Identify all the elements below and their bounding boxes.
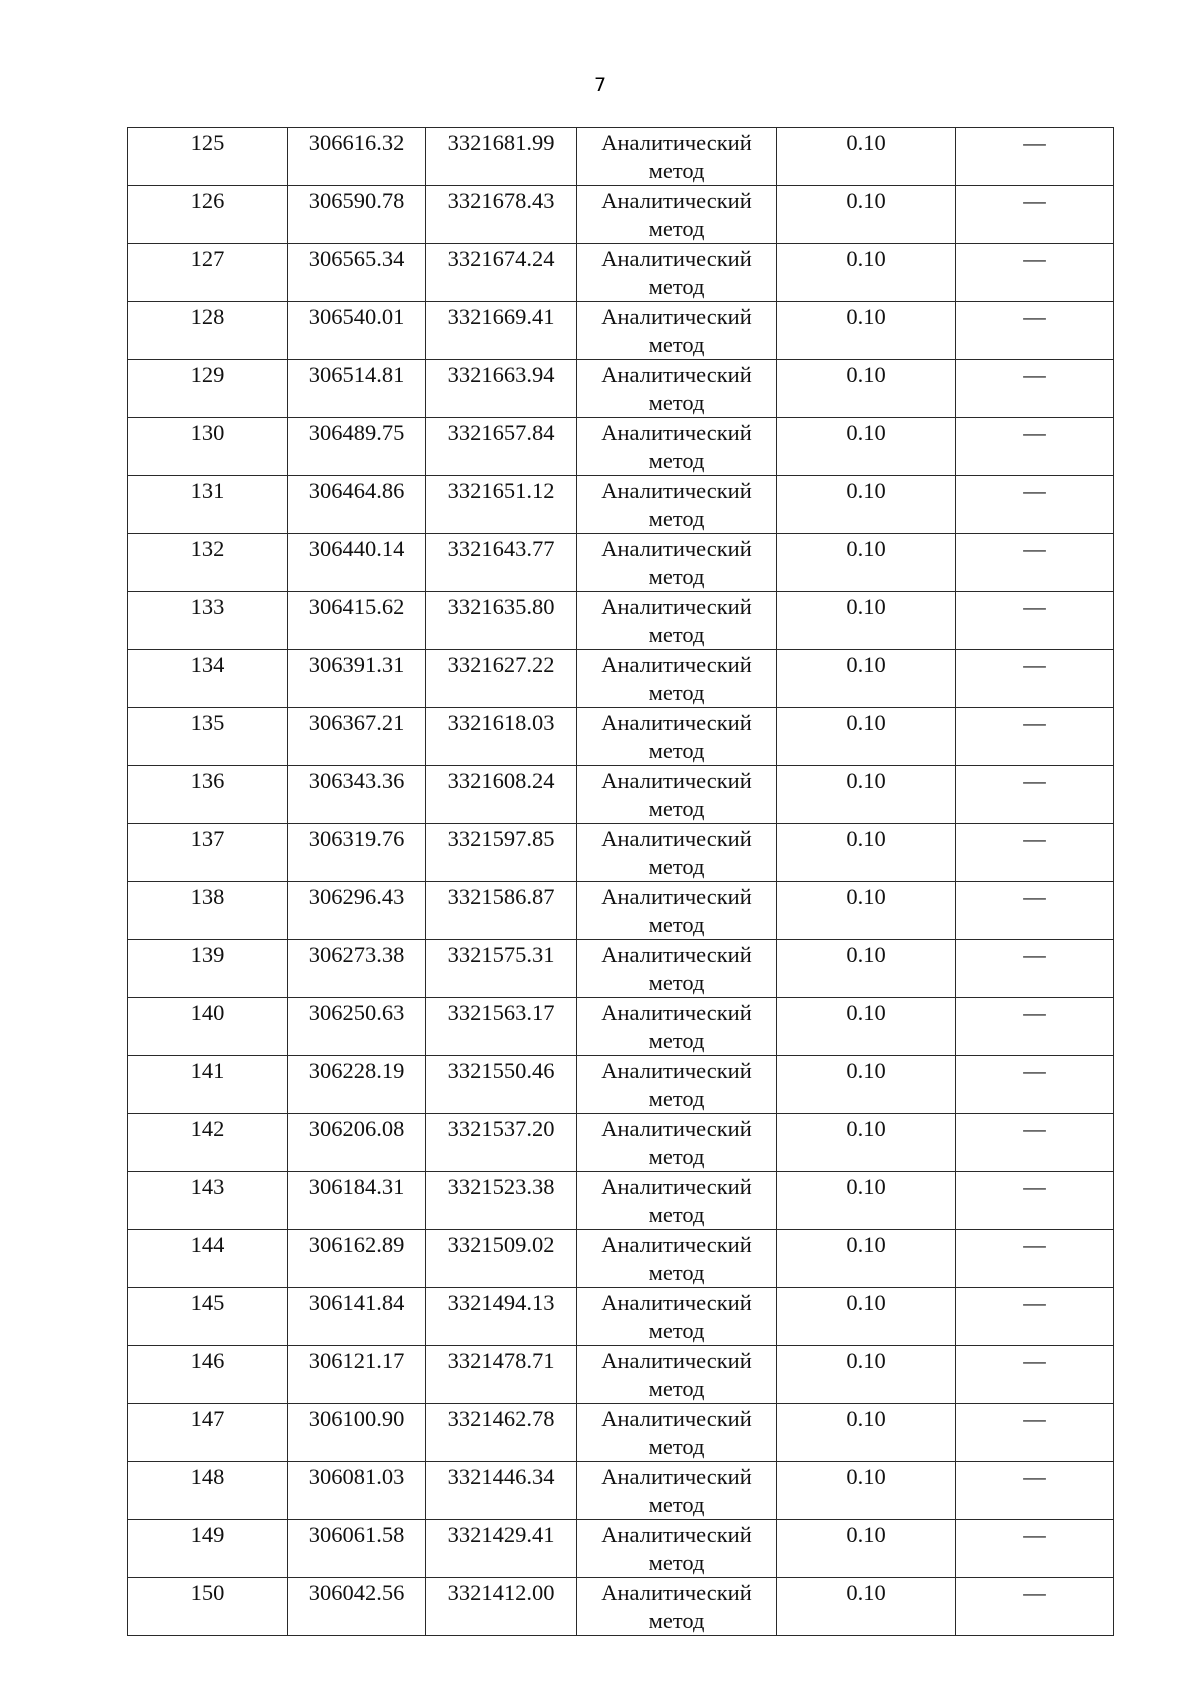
table-row [128, 186, 1114, 244]
point-number-cell: 136 [128, 766, 288, 824]
accuracy-cell: 0.10 [777, 476, 956, 534]
accuracy-cell: 0.10 [777, 940, 956, 998]
note-cell: — [956, 824, 1114, 882]
point-number-cell: 129 [128, 360, 288, 418]
point-number-cell: 130 [128, 418, 288, 476]
accuracy-cell: 0.10 [777, 824, 956, 882]
method-cell: Аналитический метод [577, 592, 777, 650]
coordinate-y-cell: 3321494.13 [426, 1288, 577, 1346]
note-cell: — [956, 1346, 1114, 1404]
coordinate-y-cell: 3321669.41 [426, 302, 577, 360]
point-number-cell: 148 [128, 1462, 288, 1520]
note-cell: — [956, 1520, 1114, 1578]
accuracy-cell: 0.10 [777, 882, 956, 940]
method-cell: Аналитический метод [577, 708, 777, 766]
coordinate-x-cell: 306121.17 [288, 1346, 426, 1404]
accuracy-cell: 0.10 [777, 708, 956, 766]
coordinate-y-cell: 3321643.77 [426, 534, 577, 592]
accuracy-cell: 0.10 [777, 592, 956, 650]
method-cell: Аналитический метод [577, 1172, 777, 1230]
table-row [128, 1230, 1114, 1288]
table-row [128, 650, 1114, 708]
table-row [128, 1462, 1114, 1520]
table-row [128, 766, 1114, 824]
point-number-cell: 146 [128, 1346, 288, 1404]
point-number-cell: 132 [128, 534, 288, 592]
coordinate-x-cell: 306565.34 [288, 244, 426, 302]
point-number-cell: 127 [128, 244, 288, 302]
coordinate-y-cell: 3321462.78 [426, 1404, 577, 1462]
note-cell: — [956, 1172, 1114, 1230]
table-row [128, 534, 1114, 592]
point-number-cell: 125 [128, 128, 288, 186]
table-row [128, 418, 1114, 476]
method-cell: Аналитический метод [577, 534, 777, 592]
accuracy-cell: 0.10 [777, 360, 956, 418]
coordinate-y-cell: 3321509.02 [426, 1230, 577, 1288]
note-cell: — [956, 360, 1114, 418]
method-cell: Аналитический метод [577, 650, 777, 708]
coordinate-y-cell: 3321575.31 [426, 940, 577, 998]
coordinates-table [127, 127, 1114, 1636]
point-number-cell: 141 [128, 1056, 288, 1114]
point-number-cell: 145 [128, 1288, 288, 1346]
method-cell: Аналитический метод [577, 1056, 777, 1114]
point-number-cell: 143 [128, 1172, 288, 1230]
table-row [128, 998, 1114, 1056]
note-cell: — [956, 1056, 1114, 1114]
table-row [128, 592, 1114, 650]
accuracy-cell: 0.10 [777, 186, 956, 244]
point-number-cell: 140 [128, 998, 288, 1056]
coordinate-x-cell: 306206.08 [288, 1114, 426, 1172]
table-row [128, 128, 1114, 186]
coordinate-y-cell: 3321478.71 [426, 1346, 577, 1404]
accuracy-cell: 0.10 [777, 998, 956, 1056]
note-cell: — [956, 1462, 1114, 1520]
accuracy-cell: 0.10 [777, 1056, 956, 1114]
table-row [128, 1404, 1114, 1462]
note-cell: — [956, 1578, 1114, 1636]
method-cell: Аналитический метод [577, 128, 777, 186]
accuracy-cell: 0.10 [777, 650, 956, 708]
coordinate-y-cell: 3321678.43 [426, 186, 577, 244]
coordinate-y-cell: 3321597.85 [426, 824, 577, 882]
table-row [128, 476, 1114, 534]
method-cell: Аналитический метод [577, 302, 777, 360]
method-cell: Аналитический метод [577, 1114, 777, 1172]
accuracy-cell: 0.10 [777, 302, 956, 360]
point-number-cell: 126 [128, 186, 288, 244]
coordinate-y-cell: 3321651.12 [426, 476, 577, 534]
coordinate-y-cell: 3321663.94 [426, 360, 577, 418]
method-cell: Аналитический метод [577, 1230, 777, 1288]
coordinate-x-cell: 306514.81 [288, 360, 426, 418]
note-cell: — [956, 998, 1114, 1056]
note-cell: — [956, 766, 1114, 824]
coordinate-y-cell: 3321563.17 [426, 998, 577, 1056]
note-cell: — [956, 418, 1114, 476]
accuracy-cell: 0.10 [777, 534, 956, 592]
method-cell: Аналитический метод [577, 1520, 777, 1578]
method-cell: Аналитический метод [577, 418, 777, 476]
point-number-cell: 131 [128, 476, 288, 534]
coordinate-y-cell: 3321523.38 [426, 1172, 577, 1230]
table-row [128, 1056, 1114, 1114]
coordinate-x-cell: 306391.31 [288, 650, 426, 708]
point-number-cell: 138 [128, 882, 288, 940]
note-cell: — [956, 940, 1114, 998]
coordinate-y-cell: 3321657.84 [426, 418, 577, 476]
coordinate-x-cell: 306273.38 [288, 940, 426, 998]
note-cell: — [956, 186, 1114, 244]
coordinate-x-cell: 306042.56 [288, 1578, 426, 1636]
coordinate-x-cell: 306590.78 [288, 186, 426, 244]
note-cell: — [956, 1114, 1114, 1172]
coordinate-y-cell: 3321429.41 [426, 1520, 577, 1578]
coordinate-x-cell: 306162.89 [288, 1230, 426, 1288]
method-cell: Аналитический метод [577, 1404, 777, 1462]
method-cell: Аналитический метод [577, 940, 777, 998]
method-cell: Аналитический метод [577, 186, 777, 244]
method-cell: Аналитический метод [577, 882, 777, 940]
table-row [128, 1346, 1114, 1404]
coordinate-x-cell: 306540.01 [288, 302, 426, 360]
coordinate-x-cell: 306367.21 [288, 708, 426, 766]
point-number-cell: 147 [128, 1404, 288, 1462]
note-cell: — [956, 650, 1114, 708]
accuracy-cell: 0.10 [777, 1288, 956, 1346]
method-cell: Аналитический метод [577, 824, 777, 882]
accuracy-cell: 0.10 [777, 1404, 956, 1462]
note-cell: — [956, 1288, 1114, 1346]
coordinate-x-cell: 306228.19 [288, 1056, 426, 1114]
coordinate-x-cell: 306296.43 [288, 882, 426, 940]
table-row [128, 1288, 1114, 1346]
method-cell: Аналитический метод [577, 1288, 777, 1346]
table-row [128, 940, 1114, 998]
accuracy-cell: 0.10 [777, 1346, 956, 1404]
coordinate-x-cell: 306415.62 [288, 592, 426, 650]
coordinate-x-cell: 306464.86 [288, 476, 426, 534]
note-cell: — [956, 1230, 1114, 1288]
accuracy-cell: 0.10 [777, 1578, 956, 1636]
method-cell: Аналитический метод [577, 1578, 777, 1636]
coordinate-y-cell: 3321412.00 [426, 1578, 577, 1636]
coordinate-x-cell: 306343.36 [288, 766, 426, 824]
accuracy-cell: 0.10 [777, 128, 956, 186]
coordinate-x-cell: 306440.14 [288, 534, 426, 592]
accuracy-cell: 0.10 [777, 1114, 956, 1172]
coordinate-x-cell: 306319.76 [288, 824, 426, 882]
method-cell: Аналитический метод [577, 998, 777, 1056]
table-row [128, 244, 1114, 302]
accuracy-cell: 0.10 [777, 418, 956, 476]
coordinate-x-cell: 306616.32 [288, 128, 426, 186]
note-cell: — [956, 244, 1114, 302]
point-number-cell: 144 [128, 1230, 288, 1288]
coordinate-y-cell: 3321550.46 [426, 1056, 577, 1114]
method-cell: Аналитический метод [577, 1462, 777, 1520]
table-row [128, 1578, 1114, 1636]
table-row [128, 1114, 1114, 1172]
coordinate-y-cell: 3321446.34 [426, 1462, 577, 1520]
coordinate-x-cell: 306061.58 [288, 1520, 426, 1578]
coordinate-y-cell: 3321586.87 [426, 882, 577, 940]
point-number-cell: 128 [128, 302, 288, 360]
note-cell: — [956, 1404, 1114, 1462]
table-row [128, 708, 1114, 766]
coordinate-y-cell: 3321635.80 [426, 592, 577, 650]
note-cell: — [956, 882, 1114, 940]
table-row [128, 882, 1114, 940]
accuracy-cell: 0.10 [777, 1172, 956, 1230]
point-number-cell: 135 [128, 708, 288, 766]
table-row [128, 824, 1114, 882]
table-row [128, 1520, 1114, 1578]
table-row [128, 360, 1114, 418]
coordinate-x-cell: 306081.03 [288, 1462, 426, 1520]
note-cell: — [956, 128, 1114, 186]
coordinate-y-cell: 3321674.24 [426, 244, 577, 302]
note-cell: — [956, 302, 1114, 360]
point-number-cell: 142 [128, 1114, 288, 1172]
table-row [128, 1172, 1114, 1230]
page-number: 7 [593, 74, 607, 96]
coordinate-y-cell: 3321537.20 [426, 1114, 577, 1172]
coordinate-x-cell: 306250.63 [288, 998, 426, 1056]
coordinate-x-cell: 306100.90 [288, 1404, 426, 1462]
accuracy-cell: 0.10 [777, 244, 956, 302]
coordinate-y-cell: 3321608.24 [426, 766, 577, 824]
method-cell: Аналитический метод [577, 766, 777, 824]
method-cell: Аналитический метод [577, 244, 777, 302]
point-number-cell: 133 [128, 592, 288, 650]
method-cell: Аналитический метод [577, 1346, 777, 1404]
point-number-cell: 139 [128, 940, 288, 998]
point-number-cell: 150 [128, 1578, 288, 1636]
note-cell: — [956, 534, 1114, 592]
coordinate-x-cell: 306184.31 [288, 1172, 426, 1230]
accuracy-cell: 0.10 [777, 766, 956, 824]
coordinate-y-cell: 3321627.22 [426, 650, 577, 708]
point-number-cell: 149 [128, 1520, 288, 1578]
coordinate-x-cell: 306489.75 [288, 418, 426, 476]
table-row [128, 302, 1114, 360]
coordinates-table-body [128, 128, 1114, 1636]
coordinate-y-cell: 3321681.99 [426, 128, 577, 186]
note-cell: — [956, 708, 1114, 766]
note-cell: — [956, 592, 1114, 650]
accuracy-cell: 0.10 [777, 1230, 956, 1288]
point-number-cell: 137 [128, 824, 288, 882]
accuracy-cell: 0.10 [777, 1520, 956, 1578]
note-cell: — [956, 476, 1114, 534]
accuracy-cell: 0.10 [777, 1462, 956, 1520]
method-cell: Аналитический метод [577, 476, 777, 534]
coordinate-y-cell: 3321618.03 [426, 708, 577, 766]
point-number-cell: 134 [128, 650, 288, 708]
method-cell: Аналитический метод [577, 360, 777, 418]
coordinate-x-cell: 306141.84 [288, 1288, 426, 1346]
